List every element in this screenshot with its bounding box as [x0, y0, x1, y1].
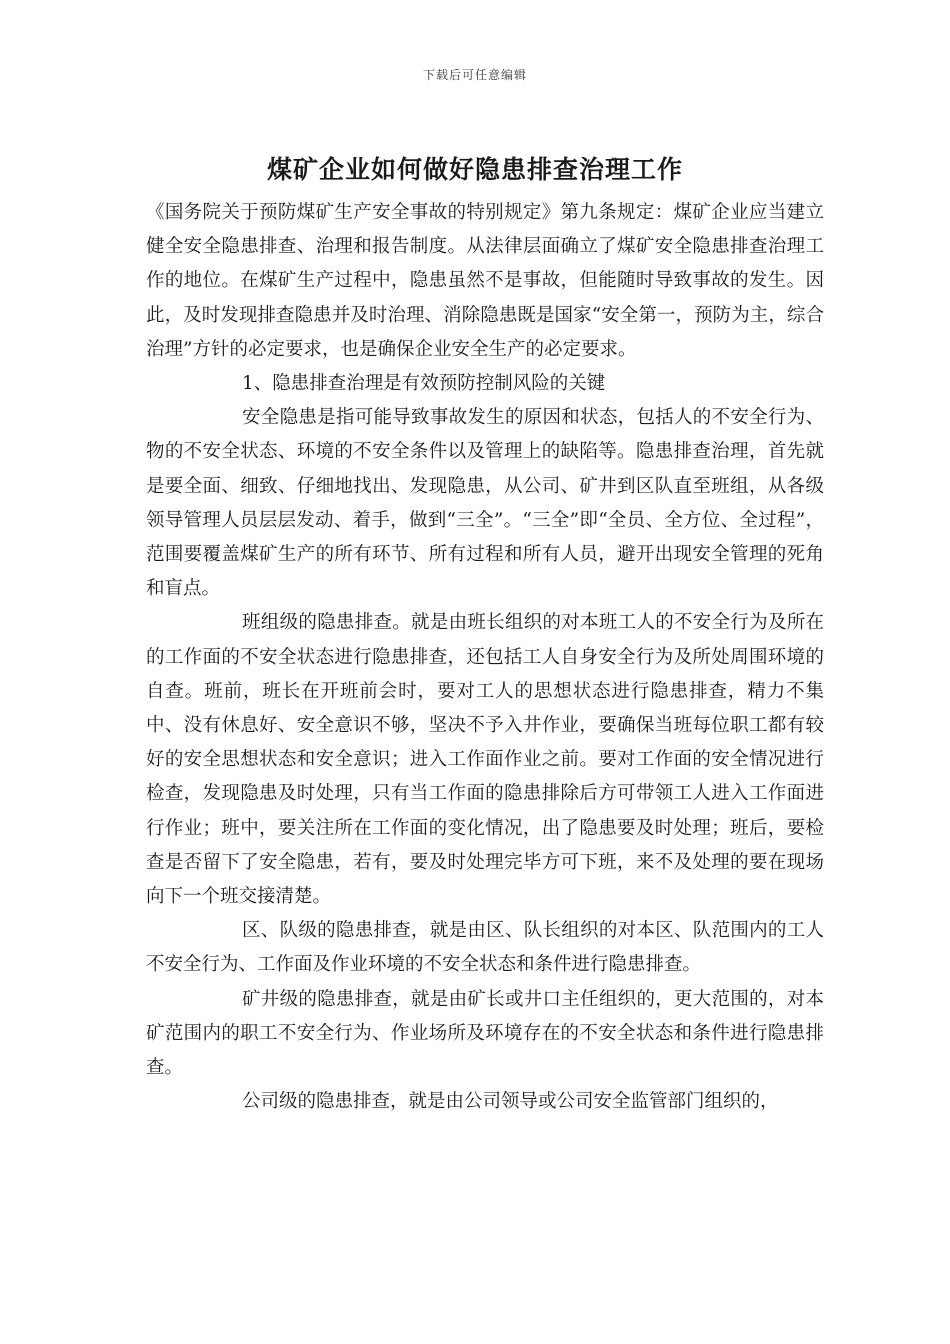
- paragraph-company-level: 公司级的隐患排查，就是由公司领导或公司安全监管部门组织的，: [242, 1091, 779, 1113]
- paragraph-district-level: 区、队级的隐患排查，就是由区、队长组织的对本区、队范围内的工人不安全行为、工作面及作业环境的不安全状态和条件进行隐患排查。: [146, 920, 824, 976]
- document-body: [146, 196, 824, 1119]
- paragraph-team-level: 班组级的隐患排查。就是由班长组织的对本班工人的不安全行为及所在的工作面的不安全状态进行隐患排查，还包括工人自身安全行为及所处周围环境的自查。班前，班长在开班前会时，要对工人的思想状态进行隐患排查，精力不集中、没有休息好、安全意识不够，坚决不予入井作业，要确保当班每位职工都有较好的安全思想状态和安全意识；进入工作面作业之前。要对工作面的安全情况进行检查，发现隐患及时处理，只有当工作面的隐患排除后方可带领工人进入工作面进行作业；班中，要关注所在工作面的变化情况，出了隐患要及时处理；班后，要检查是否留下了安全隐患，若有，要及时处理完毕方可下班，来不及处理的要在现场向下一个班交接清楚。: [146, 612, 824, 908]
- paragraph-hazard-definition: 安全隐患是指可能导致事故发生的原因和状态，包括人的不安全行为、物的不安全状态、环境的不安全条件以及管理上的缺陷等。隐患排查治理，首先就是要全面、细致、仔细地找出、发现隐患，从公司、矿井到区队直至班组，从各级领导管理人员层层发动、着手，做到“三全”。“三全”即“全员、全方位、全过程”，范围要覆盖煤矿生产的所有环节、所有过程和所有人员，避开出现安全管理的死角和盲点。: [146, 407, 824, 600]
- header-note: 下载后可任意编辑: [422, 68, 527, 82]
- paragraph-intro: 《国务院关于预防煤矿生产安全事故的特别规定》第九条规定：煤矿企业应当建立健全安全隐患排查、治理和报告制度。从法律层面确立了煤矿安全隐患排查治理工作的地位。在煤矿生产过程中，隐患虽然不是事故，但能随时导致事故的发生。因此，及时发现排查隐患并及时治理、消除隐患既是国家“安全第一，预防为主，综合治理”方针的必定要求，也是确保企业安全生产的必定要求。: [146, 202, 824, 360]
- section-heading-1: 1、隐患排查治理是有效预防控制风险的关键: [242, 373, 606, 395]
- paragraph-mine-level: 矿井级的隐患排查，就是由矿长或井口主任组织的，更大范围的，对本矿范围内的职工不安全行为、作业场所及环境存在的不安全状态和条件进行隐患排查。: [146, 988, 824, 1079]
- document-title: 煤矿企业如何做好隐患排查治理工作: [266, 155, 683, 184]
